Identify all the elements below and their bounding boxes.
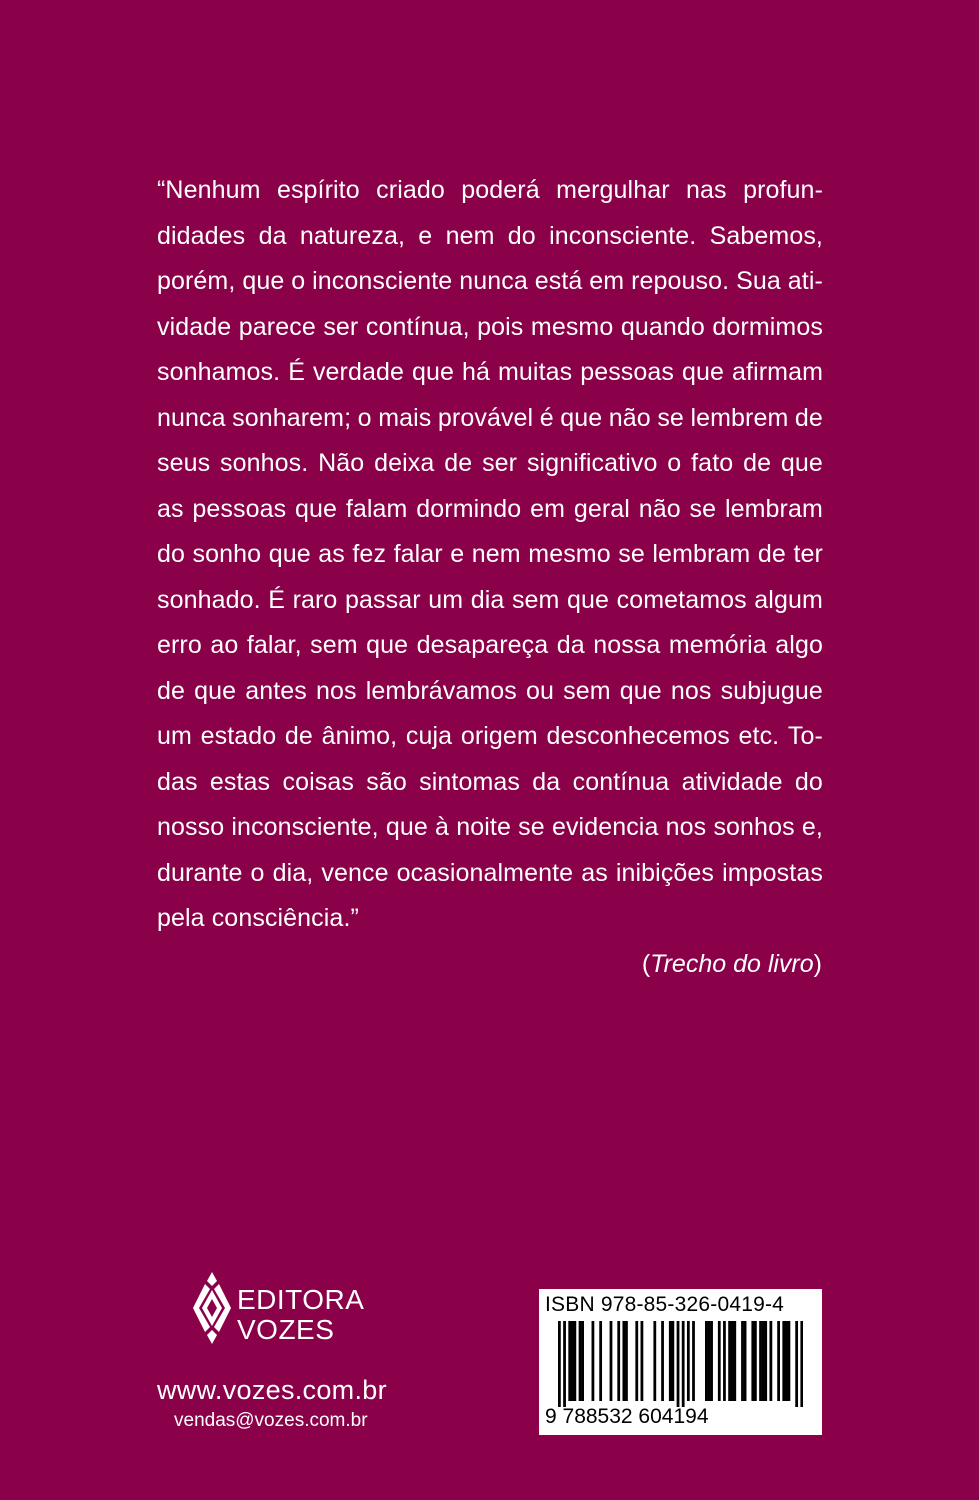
quote-word: noite <box>456 813 511 841</box>
quote-word: estado <box>200 722 277 750</box>
barcode-bar <box>653 1321 656 1401</box>
quote-word: ao <box>210 631 239 659</box>
quote-word: fez <box>352 540 387 568</box>
quote-word: que <box>682 358 725 386</box>
quote-line <box>157 487 823 533</box>
quote-word: nos <box>670 676 712 705</box>
quote-word: memória <box>668 631 767 659</box>
quote-word: parece <box>238 312 316 341</box>
barcode-bar <box>677 1321 680 1407</box>
quote-word: inconsciente <box>312 267 453 295</box>
quote-word: afirmam <box>732 358 823 386</box>
quote-word: nas <box>686 176 727 204</box>
barcode-bar <box>571 1321 574 1401</box>
quote-word: que <box>366 631 409 659</box>
barcode-bar <box>762 1321 765 1401</box>
quote-word: pela consciência.” <box>157 904 359 932</box>
quote-line <box>157 350 823 396</box>
quote-word: nosso <box>157 813 225 841</box>
quote-word: da <box>258 221 287 250</box>
quote-word: que <box>780 449 823 477</box>
quote-word: mergulhar <box>556 176 670 204</box>
source-open-paren: ( <box>641 950 651 978</box>
quote-word: dormindo <box>416 494 522 523</box>
quote-word: que <box>411 358 454 386</box>
barcode-bar <box>710 1321 713 1401</box>
quote-line <box>157 623 823 669</box>
quote-word: contínua <box>572 767 670 796</box>
quote-word: as <box>318 540 345 568</box>
quote-word: cometamos <box>616 585 747 614</box>
quote-word: É <box>268 585 286 614</box>
barcode-bar <box>641 1321 644 1401</box>
quote-word: as <box>581 858 608 887</box>
quote-word: que <box>295 494 338 523</box>
quote-word: nunca <box>459 267 528 295</box>
quote-line <box>157 805 823 851</box>
quote-word: falar <box>393 540 443 568</box>
quote-word: sem <box>511 585 560 614</box>
quote-word: mesmo <box>530 312 614 341</box>
publisher-logo <box>193 1272 373 1352</box>
publisher-website: www.vozes.com.br <box>157 1375 387 1405</box>
barcode-bar <box>769 1321 772 1401</box>
quote-word: se <box>657 403 684 432</box>
barcode-bar <box>592 1321 595 1401</box>
barcode-bar <box>759 1321 762 1401</box>
barcode-bar <box>723 1321 726 1401</box>
barcode-bar <box>610 1321 613 1401</box>
quote-word: das <box>157 767 198 796</box>
quote-word: do <box>794 767 823 796</box>
quote-line <box>157 259 823 305</box>
quote-word: o <box>667 449 682 477</box>
quote-word: ou <box>526 676 555 705</box>
quote-word: mais <box>378 403 432 432</box>
quote-word: desapareça <box>416 631 549 659</box>
quote-word: estas <box>209 767 271 796</box>
barcode-bar <box>625 1321 628 1401</box>
quote-word: da <box>532 767 561 796</box>
quote-word: Sua <box>736 267 781 295</box>
quote-word: atividade <box>681 767 783 796</box>
barcode-bars <box>558 1321 803 1407</box>
quote-word: nossa <box>593 631 661 659</box>
isbn-barcode <box>539 1289 822 1435</box>
barcode-bar <box>568 1321 571 1401</box>
barcode-bar <box>751 1321 754 1401</box>
quote-word: geral <box>573 494 630 523</box>
barcode-bar <box>733 1321 736 1401</box>
quote-word: da <box>556 631 585 659</box>
quote-word: inconsciente. <box>549 221 697 250</box>
quote-word: ser <box>482 449 518 477</box>
barcode-bar <box>622 1321 625 1401</box>
quote-word: evidencia <box>551 813 659 841</box>
barcode-bar <box>669 1321 672 1401</box>
quote-word: contínua, <box>365 312 470 341</box>
quote-word: É <box>288 358 305 386</box>
barcode-bar <box>563 1321 566 1407</box>
publisher-name <box>237 1285 364 1345</box>
quote-line <box>157 532 823 578</box>
quote-word: se <box>689 494 717 523</box>
publisher-emblem-icon <box>193 1272 231 1344</box>
quote-word: lembrávamos <box>365 676 517 705</box>
quote-word: pois <box>477 312 524 341</box>
quote-word: Não <box>318 449 365 477</box>
barcode-digits: 9 788532 604194 <box>545 1405 709 1428</box>
quote-word: de <box>157 676 186 705</box>
quote-line <box>157 305 823 351</box>
quote-word: passar <box>345 585 421 614</box>
quote-word: nem <box>445 221 495 250</box>
quote-word: sonharem; <box>232 403 352 432</box>
quote-word: sonhos. <box>220 449 309 477</box>
quote-word: erro <box>157 631 202 659</box>
barcode-bar <box>635 1321 638 1401</box>
quote-word: inibições <box>615 858 715 887</box>
quote-word: são <box>366 767 407 796</box>
quote-word: que <box>268 540 311 568</box>
quote-word: que <box>560 403 603 432</box>
quote-word: um <box>428 585 464 614</box>
quote-word: sintomas <box>419 767 520 796</box>
quote-word: ser <box>323 312 359 341</box>
quote-line <box>157 851 823 897</box>
barcode-bar <box>573 1321 576 1401</box>
quote-word: vence <box>321 858 389 887</box>
quote-word: quando <box>620 312 705 341</box>
publisher-name-line1: EDITORA <box>237 1284 365 1315</box>
quote-word: de <box>757 540 786 568</box>
quote-word: durante <box>157 858 243 887</box>
barcode-bar <box>782 1321 785 1401</box>
quote-word: está <box>534 267 583 295</box>
barcode-bar <box>788 1321 791 1401</box>
publisher-email: vendas@vozes.com.br <box>174 1410 368 1431</box>
quote-word: espírito <box>276 176 360 204</box>
quote-word: verdade <box>312 358 404 386</box>
quote-word: que <box>619 676 662 705</box>
quote-word: ocasionalmente <box>396 858 574 887</box>
barcode-bar <box>558 1321 561 1407</box>
quote-word: raro <box>292 585 338 614</box>
barcode-bar <box>795 1321 798 1407</box>
quote-word: do <box>157 540 186 568</box>
quote-word: que <box>194 676 237 705</box>
quote-word: deixa <box>374 449 435 477</box>
barcode-bar <box>731 1321 734 1401</box>
quote-word: ati- <box>787 267 823 295</box>
barcode-bar <box>744 1321 747 1401</box>
quote-word: nunca <box>157 403 226 432</box>
quote-word: e <box>450 540 465 568</box>
barcode-bar <box>671 1321 674 1401</box>
quote-word: algum <box>754 585 823 614</box>
quote-word: o <box>250 858 265 887</box>
quote-word: natureza, <box>299 221 405 250</box>
quote-word: algo <box>775 631 823 659</box>
quote-word: e, <box>801 813 823 841</box>
quote-word: antes <box>245 676 307 705</box>
barcode-bar <box>800 1321 803 1407</box>
quote-word: sonho <box>192 540 262 568</box>
publisher-name-line2: VOZES <box>237 1314 335 1345</box>
source-close-paren: ) <box>813 950 822 978</box>
quote-word: à <box>435 813 450 841</box>
quote-word: porém, <box>157 267 236 295</box>
quote-word: e <box>418 221 433 250</box>
quote-word: em <box>530 494 566 523</box>
quote-word: sonhamos. <box>157 358 281 386</box>
quote-line <box>157 168 823 214</box>
quote-word: é <box>539 403 554 432</box>
quote-line <box>157 441 823 487</box>
quote-line <box>157 896 823 942</box>
quote-word: criado <box>376 176 445 204</box>
quote-word: profun- <box>743 176 823 204</box>
quote-word: poderá <box>461 176 540 204</box>
quote-word: repouso. <box>631 267 730 295</box>
quote-word: pessoas <box>580 358 675 386</box>
quote-word: origem <box>460 722 538 750</box>
quote-word: nem <box>471 540 521 568</box>
quote-word: que <box>242 267 285 295</box>
quote-text <box>157 168 823 942</box>
barcode-bar <box>708 1321 711 1401</box>
quote-word: de <box>794 403 823 432</box>
barcode-bar <box>728 1321 731 1401</box>
quote-word: do <box>507 221 536 250</box>
quote-source <box>642 944 822 984</box>
quote-word: etc. <box>738 722 780 750</box>
quote-word: sonhos <box>713 813 795 841</box>
barcode-bar <box>661 1321 664 1401</box>
quote-word: mesmo <box>528 540 611 568</box>
quote-word: provável <box>437 403 534 432</box>
quote-word: de <box>284 722 313 750</box>
quote-line <box>157 714 823 760</box>
barcode-bar <box>764 1321 767 1401</box>
quote-word: impostas <box>722 858 823 887</box>
quote-word: se <box>618 540 645 568</box>
quote-word: não <box>638 494 681 523</box>
quote-word: nos <box>665 813 707 841</box>
barcode-bar <box>705 1321 708 1401</box>
barcode-bar <box>741 1321 744 1401</box>
quote-word: cuja <box>405 722 453 750</box>
quote-word: o <box>357 403 372 432</box>
barcode-bar <box>692 1321 695 1401</box>
quote-word: inconsciente, <box>231 813 379 841</box>
quote-word: Sabemos, <box>709 221 823 250</box>
quote-line <box>157 578 823 624</box>
quote-word: não <box>608 403 651 432</box>
quote-line <box>157 669 823 715</box>
quote-word: lembram <box>652 540 751 568</box>
barcode-bar <box>617 1321 620 1401</box>
quote-word: se <box>518 813 545 841</box>
quote-word: dia, <box>272 858 314 887</box>
barcode-bar <box>718 1321 721 1401</box>
quote-word: dormimos <box>712 312 823 341</box>
quote-word: coisas <box>282 767 354 796</box>
quote-word: o <box>291 267 306 295</box>
quote-word: nos <box>316 676 357 705</box>
barcode-bar <box>579 1321 582 1401</box>
quote-line <box>157 396 823 442</box>
quote-word: um <box>157 722 192 750</box>
quote-word: significativo <box>526 449 658 477</box>
quote-word: sonhado. <box>157 585 261 614</box>
barcode-bar <box>754 1321 757 1401</box>
quote-word: há <box>461 358 490 386</box>
quote-word: pessoas <box>192 494 287 523</box>
source-title: Trecho do livro <box>650 950 814 978</box>
barcode-bar <box>581 1321 584 1401</box>
quote-word: muitas <box>497 358 573 386</box>
isbn-label: ISBN 978-85-326-0419-4 <box>545 1293 785 1316</box>
barcode-bar <box>687 1321 690 1401</box>
quote-word: ânimo, <box>321 722 398 750</box>
quote-word: desconhecemos <box>546 722 730 750</box>
barcode-bar <box>682 1321 685 1407</box>
quote-word: lembrem <box>690 403 789 432</box>
barcode-bar <box>777 1321 780 1401</box>
quote-word: ter <box>793 540 823 568</box>
quote-word: falam <box>345 494 408 523</box>
barcode-bar <box>785 1321 788 1401</box>
quote-word: que <box>385 813 428 841</box>
barcode-bar <box>599 1321 602 1401</box>
quote-word: que <box>567 585 610 614</box>
quote-word: sem <box>310 631 358 659</box>
quote-word: To- <box>787 722 823 750</box>
quote-word: de <box>743 449 772 477</box>
quote-word: sem <box>563 676 611 705</box>
quote-word: lembram <box>724 494 823 523</box>
quote-word: fato <box>691 449 734 477</box>
quote-line <box>157 760 823 806</box>
quote-line <box>157 214 823 260</box>
quote-word: seus <box>157 449 211 477</box>
quote-word: didades <box>157 221 246 250</box>
quote-word: dia <box>470 585 505 614</box>
quote-word: “Nenhum <box>157 176 261 204</box>
quote-word: falar, <box>246 631 302 659</box>
quote-word: em <box>589 267 625 295</box>
quote-word: de <box>444 449 473 477</box>
quote-word: subjugue <box>720 676 823 705</box>
quote-word: as <box>157 494 184 523</box>
quote-word: vidade <box>157 312 232 341</box>
